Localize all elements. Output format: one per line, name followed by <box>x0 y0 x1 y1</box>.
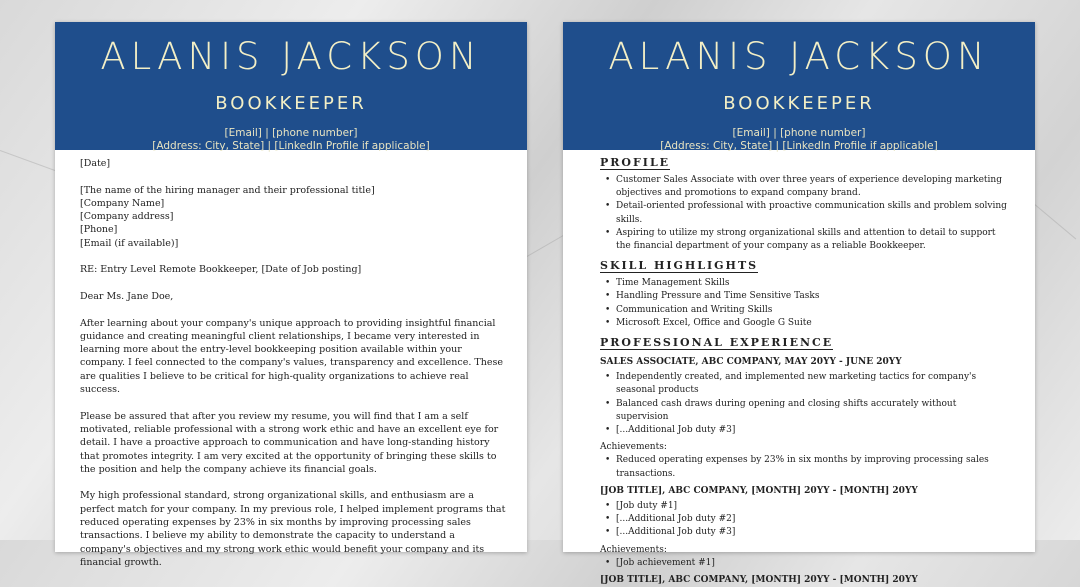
resume-header <box>563 22 1035 150</box>
job-title: SALES ASSOCIATE, ABC COMPANY, MAY 20YY - JUNE 20YY <box>600 357 902 368</box>
header-title: BOOKKEEPER <box>215 93 367 114</box>
recipient-line: [Phone] <box>80 224 118 236</box>
list-item: • Microsoft Excel, Office and Google G Suite <box>600 317 1011 330</box>
header-contact-line-2: [Address: City, State] | [LinkedIn Profile if applicable] <box>660 140 938 152</box>
letter-paragraph: Please be assured that after you review my resume, you will find that I am a self motivated, reliable professional with a strong work ethic and have an excellent eye for detail. I have a proactive approach to communication and have long-standing history that promotes integrity. I am very excited at the opportunity of bringing these skills to the position and help the company achieve its financial goals. <box>80 410 499 475</box>
profile-list <box>600 174 1011 253</box>
list-item: • [Job duty #1] <box>600 500 1011 513</box>
letter-salutation: Dear Ms. Jane Doe, <box>80 290 174 302</box>
job-title: [JOB TITLE], ABC COMPANY, [MONTH] 20YY - [MONTH] 20YY <box>600 575 918 586</box>
list-item: • [...Additional Job duty #3] <box>600 424 1011 437</box>
header-contact-line-1: [Email] | [phone number] <box>224 127 358 139</box>
letter-re-line: RE: Entry Level Remote Bookkeeper, [Date of Job posting] <box>80 264 362 276</box>
recipient-line: [Email (if available)] <box>80 237 179 249</box>
profile-heading: PROFILE <box>600 156 671 169</box>
letter-recipient-block <box>80 184 507 250</box>
recipient-line: [Company Name] <box>80 197 165 209</box>
achievements-label: Achievements: <box>600 544 667 555</box>
header-contact-line-1: [Email] | [phone number] <box>732 127 866 139</box>
achievements-label: Achievements: <box>600 442 667 453</box>
achievements-list <box>600 557 1011 570</box>
job-duties-list <box>600 500 1011 540</box>
header-name: ALANIS JACKSON <box>100 35 482 78</box>
job-title: [JOB TITLE], ABC COMPANY, [MONTH] 20YY - [MONTH] 20YY <box>600 485 918 496</box>
skills-heading: SKILL HIGHLIGHTS <box>600 259 759 273</box>
cover-letter-header <box>55 22 527 150</box>
list-item: • [Job achievement #1] <box>600 557 1011 570</box>
letter-paragraph: My high professional standard, strong organizational skills, and enthusiasm are a perfect match for your company. In my previous role, I helped implement programs that reduced operating expenses by 23% in six months by improving processing sales transactions. I believe my ability to demonstrate the capacity to understand a company's objectives and my strong work ethic would benefit your company and its financial growth. <box>80 490 506 568</box>
list-item: • Independently created, and implemented new marketing tactics for company's seasonal products <box>600 371 1011 397</box>
list-item: • Handling Pressure and Time Sensitive Tasks <box>600 290 1011 303</box>
list-item: • Aspiring to utilize my strong organizational skills and attention to detail to support the financial department of your company as a reliable Bookkeeper. <box>600 227 1011 253</box>
list-item: • Communication and Writing Skills <box>600 304 1011 317</box>
resume-page <box>563 22 1035 586</box>
cover-letter-page <box>55 22 527 568</box>
marble-vein <box>1030 200 1077 239</box>
list-item: • Balanced cash draws during opening and closing shifts accurately without supervision <box>600 398 1011 424</box>
letter-date: [Date] <box>80 158 111 169</box>
letter-paragraph: After learning about your company's unique approach to providing insightful financial guidance and creating meaningful client relationships, I became very interested in learning more about the entry-level bookkeeping position available within your company. I feel connected to the company's values, transparency and excellence. These are qualities I believe to be critical for high-quality organizations to achieve real success. <box>80 317 503 396</box>
list-item: • [...Additional Job duty #3] <box>600 526 1011 539</box>
list-item: • Reduced operating expenses by 23% in six months by improving processing sales transactions. <box>600 454 1011 480</box>
recipient-line: [The name of the hiring manager and their professional title] <box>80 184 375 196</box>
skills-list <box>600 277 1011 330</box>
list-item: • Detail-oriented professional with proactive communication skills and problem solving skills. <box>600 200 1011 226</box>
resume-body <box>563 150 1035 587</box>
list-item: • Customer Sales Associate with over three years of experience developing marketing objectives and promotions to expand company brand. <box>600 174 1011 200</box>
recipient-line: [Company address] <box>80 211 174 223</box>
header-name: ALANIS JACKSON <box>608 35 990 78</box>
header-title: BOOKKEEPER <box>723 93 875 114</box>
list-item: • Time Management Skills <box>600 277 1011 290</box>
header-contact-line-2: [Address: City, State] | [LinkedIn Profile if applicable] <box>152 140 430 152</box>
job-duties-list <box>600 371 1011 437</box>
achievements-list <box>600 454 1011 480</box>
experience-heading: PROFESSIONAL EXPERIENCE <box>600 336 834 350</box>
list-item: • [...Additional Job duty #2] <box>600 513 1011 526</box>
letter-body <box>55 150 527 569</box>
